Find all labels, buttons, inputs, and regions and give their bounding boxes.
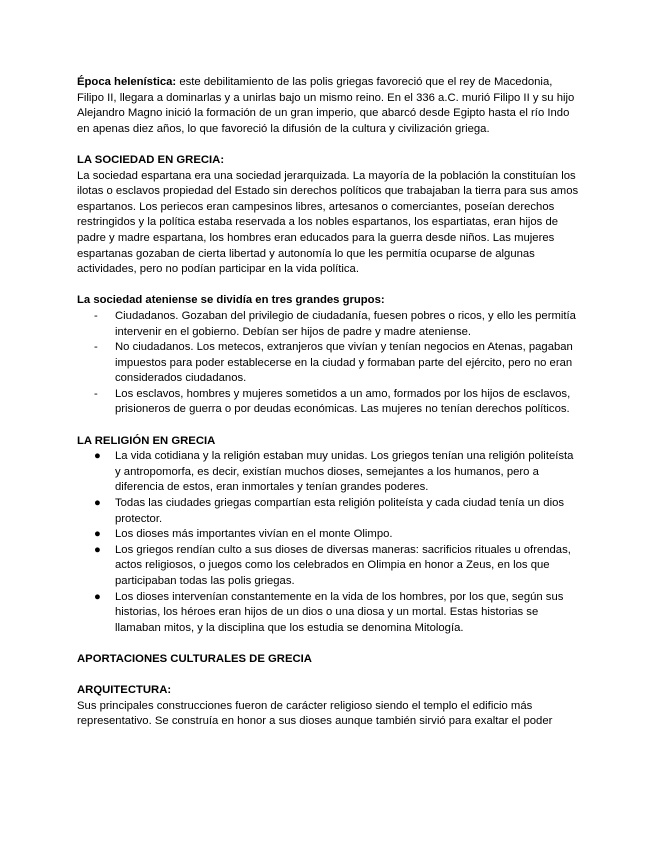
spacer <box>77 278 582 294</box>
list-item <box>77 309 582 340</box>
list-item <box>77 340 582 387</box>
dash-marker: - <box>94 341 98 354</box>
list-item-text: Los esclavos, hombres y mujeres sometidos a un amo, formados por los hijos de esclavos, prisioneros de guerra o por deudas económicas. Las mujeres no tenían derechos políticos. <box>115 387 571 416</box>
spacer <box>77 668 582 684</box>
document-body <box>77 75 582 730</box>
dash-marker: - <box>94 387 98 400</box>
list-item-text: Los dioses más importantes vivían en el monte Olimpo. <box>115 528 393 541</box>
list-sociedad-ateniense <box>77 309 582 418</box>
paragraph-epoca-helenistica <box>77 75 582 137</box>
bullet-icon: ● <box>94 528 101 541</box>
list-item <box>77 590 582 637</box>
dash-marker: - <box>94 309 98 322</box>
list-item-text: Los dioses intervenían constantemente en la vida de los hombres, por los que, según sus historias, los héroes eran hijos de un dios o una diosa y un mortal. Estas historias se llamaban mitos, y la disciplina que los estudia se denomina Mitología. <box>115 590 564 634</box>
list-item <box>77 543 582 590</box>
list-item <box>77 449 582 496</box>
list-item-text: Todas las ciudades griegas compartían esta religión politeísta y cada ciudad tenía un dios protector. <box>115 497 565 525</box>
heading-religion-grecia: LA RELIGIÓN EN GRECIA <box>77 434 216 447</box>
bullet-icon: ● <box>94 450 101 463</box>
list-religion-grecia <box>77 449 582 636</box>
paragraph-sociedad-espartana: La sociedad espartana era una sociedad jerarquizada. La mayoría de la población la constituían los ilotas o esclavos propiedad del Estado sin derechos políticos que trabajaban la tierra para sus amos espartanos. Los periecos eran campesinos libres, artesanos o comerciantes, poseían derechos restringidos y la política estaba reservada a los nobles espartanos, los espartiatas, eran hijos de padre y madre espartana, los hombres eran educados para la guerra desde niños. Las mujeres espartanas gozaban de cierta libertad y autonomía lo que les permitía ocuparse de algunas actividades, pero no podían participar en la vida política. <box>77 169 579 276</box>
list-item <box>77 527 582 543</box>
label-epoca-helenistica: Época helenística: <box>77 76 177 88</box>
bullet-icon: ● <box>94 543 101 556</box>
list-item-text: La vida cotidiana y la religión estaban muy unidas. Los griegos tenían una religión politeísta y antropomorfa, es decir, existían muchos dioses, semejantes a los humanos, pero a diferencia de estos, eran inmortales y tenían grandes poderes. <box>115 450 574 494</box>
spacer <box>77 636 582 652</box>
heading-aportaciones-culturales: APORTACIONES CULTURALES DE GRECIA <box>77 652 312 665</box>
list-item <box>77 387 582 418</box>
heading-sociedad-ateniense: La sociedad ateniense se dividía en tres grandes grupos: <box>77 294 385 307</box>
bullet-icon: ● <box>94 497 101 510</box>
list-item-text: Ciudadanos. Gozaban del privilegio de ciudadanía, fuesen pobres o ricos, y ello les permitía intervenir en el gobierno. Debían ser hijos de padre y madre ateniense. <box>115 309 576 338</box>
list-item-text: No ciudadanos. Los metecos, extranjeros que vivían y tenían negocios en Atenas, pagaban impuestos para poder establecerse en la ciudad y formaban parte del ejército, pero no eran considerados ciudadanos. <box>115 341 573 385</box>
spacer <box>77 137 582 153</box>
list-item <box>77 496 582 527</box>
heading-arquitectura: ARQUITECTURA: <box>77 684 172 697</box>
bullet-icon: ● <box>94 590 101 603</box>
spacer <box>77 418 582 434</box>
heading-sociedad-grecia: LA SOCIEDAD EN GRECIA: <box>77 153 225 166</box>
text-epoca-helenistica: este debilitamiento de las polis griegas favoreció que el rey de Macedonia, Filipo II, llegara a dominarlas y a unirlas bajo un mismo reino. En el 336 a.C. murió Filipo II y su hijo Alejandro Magno inició la formación de un gran imperio, que abarcó desde Egipto hasta el río Indo en apenas diez años, lo que favoreció la difusión de la cultura y civilización griega. <box>77 76 575 135</box>
list-item-text: Los griegos rendían culto a sus dioses de diversas maneras: sacrificios rituales u ofrendas, actos religiosos, o juegos como los celebrados en Olimpia en honor a Zeus, en los que participaban todas las polis griegas. <box>115 543 571 587</box>
paragraph-arquitectura: Sus principales construcciones fueron de carácter religioso siendo el templo el edificio más representativo. Se construía en honor a sus dioses aunque también sirvió para exaltar el poder <box>77 699 553 728</box>
